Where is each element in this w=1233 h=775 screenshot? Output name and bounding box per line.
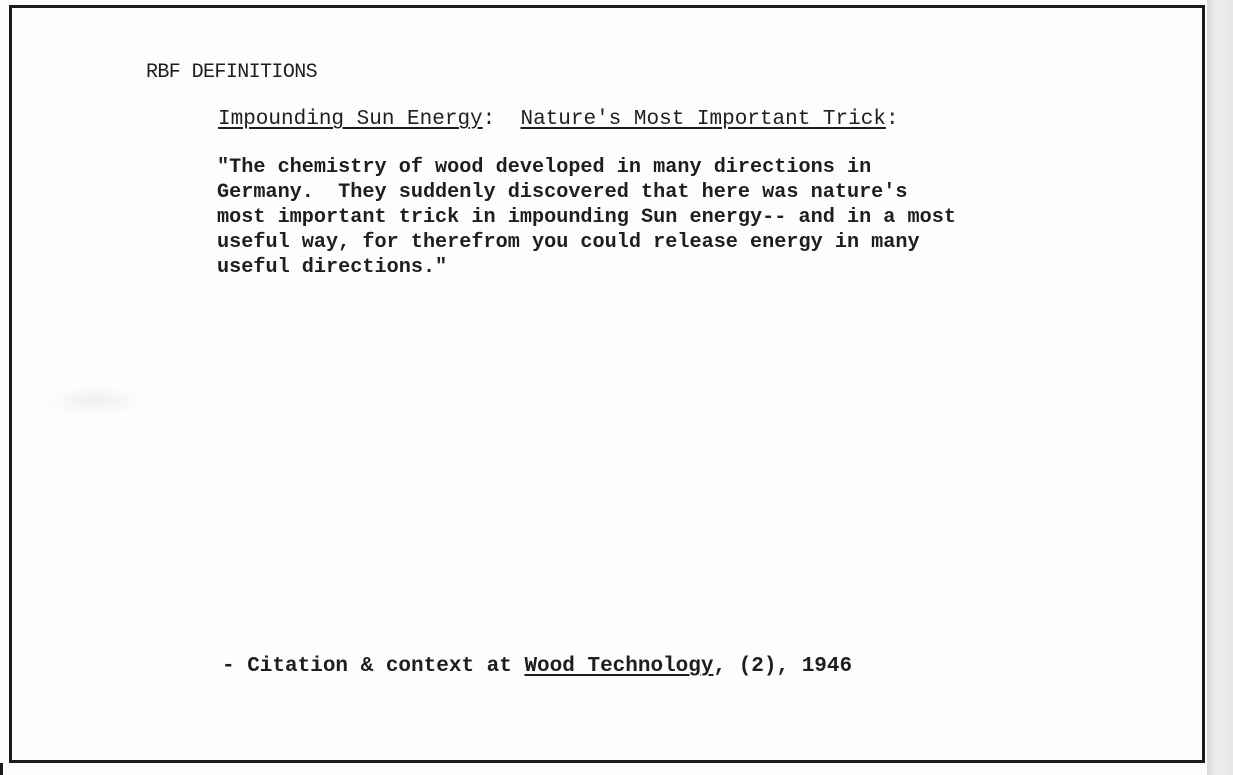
card-title bbox=[218, 108, 899, 131]
page-edge-shadow bbox=[1207, 0, 1233, 775]
quote-line: useful way, for therefrom you could release energy in many bbox=[217, 231, 920, 254]
title-separator-2: : bbox=[885, 108, 899, 131]
paper-smudge bbox=[44, 386, 144, 416]
quotation-block bbox=[217, 155, 956, 280]
citation-source: Wood Technology bbox=[524, 655, 714, 678]
quote-line: "The chemistry of wood developed in many directions in bbox=[217, 156, 872, 179]
card-header: RBF DEFINITIONS bbox=[146, 61, 318, 84]
title-separator-1: : bbox=[482, 108, 521, 131]
citation-line bbox=[222, 655, 852, 678]
citation-prefix: - Citation & context at bbox=[222, 655, 525, 678]
quote-line: Germany. They suddenly discovered that here was nature's bbox=[217, 181, 908, 204]
quote-line: most important trick in impounding Sun energy-- and in a most bbox=[217, 206, 956, 229]
title-part-1: Impounding Sun Energy bbox=[218, 108, 483, 131]
title-part-2: Nature's Most Important Trick bbox=[520, 108, 886, 131]
quote-line: useful directions." bbox=[217, 256, 448, 279]
citation-suffix: , (2), 1946 bbox=[713, 655, 853, 678]
next-card-edge bbox=[0, 763, 1207, 775]
